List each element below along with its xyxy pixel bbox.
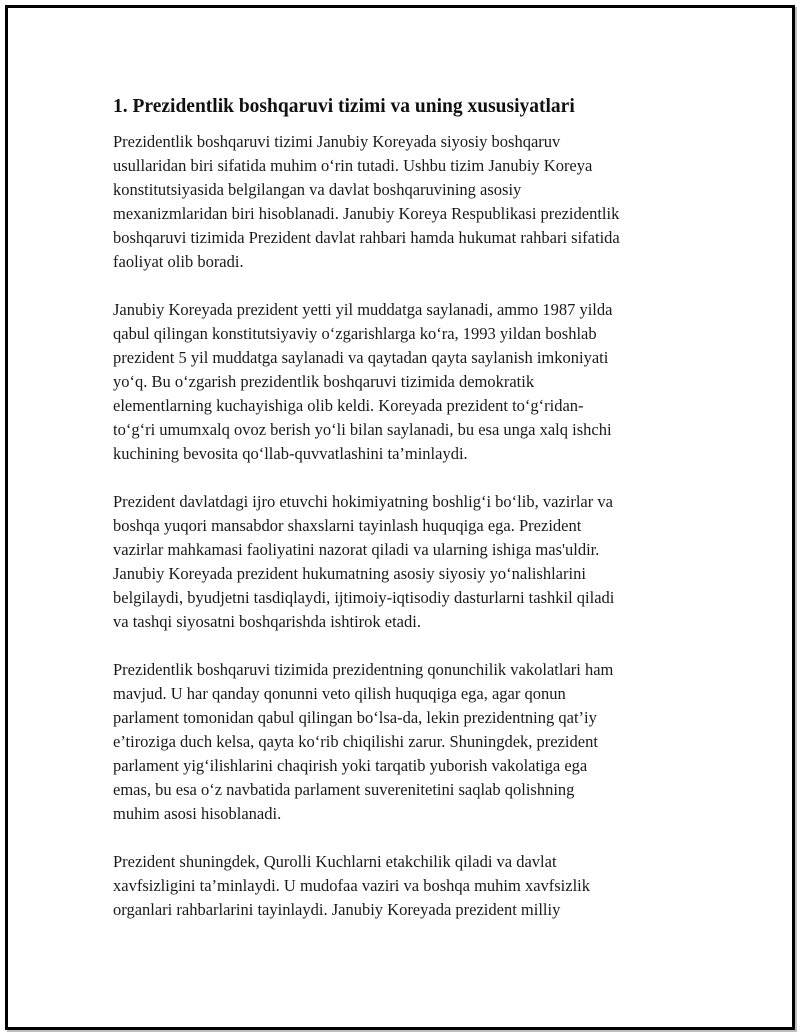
paragraph-line: qabul qilingan konstitutsiyaviy o‘zgarishlarga ko‘ra, 1993 yildan boshlab (113, 324, 597, 343)
paragraph-line: va tashqi siyosatni boshqarishda ishtirok etadi. (113, 612, 421, 631)
paragraph-line: emas, bu esa o‘z navbatida parlament suverenitetini saqlab qolishning (113, 780, 575, 799)
paragraph-1 (113, 130, 693, 274)
paragraph-line: xavfsizligini ta’minlaydi. U mudofaa vaziri va boshqa muhim xavfsizlik (113, 876, 591, 895)
paragraph-line: to‘g‘ri umumxalq ovoz berish yo‘li bilan saylanadi, bu esa unga xalq ishchi (113, 420, 612, 439)
paragraph-line: Janubiy Koreyada prezident yetti yil muddatga saylanadi, ammo 1987 yilda (113, 300, 613, 319)
paragraph-line: parlament tomonidan qabul qilingan bo‘lsa-da, lekin prezidentning qat’iy (113, 708, 597, 727)
paragraph-line: belgilaydi, byudjetni tasdiqlaydi, ijtimoiy-iqtisodiy dasturlarni tashkil qiladi (113, 588, 615, 607)
paragraph-line: Prezident davlatdagi ijro etuvchi hokimiyatning boshlig‘i bo‘lib, vazirlar va (113, 492, 613, 511)
paragraph-line: usullaridan biri sifatida muhim o‘rin tutadi. Ushbu tizim Janubiy Koreya (113, 156, 593, 175)
paragraph-line: Prezidentlik boshqaruvi tizimida prezidentning qonunchilik vakolatlari ham (113, 660, 614, 679)
paragraph-line: prezident 5 yil muddatga saylanadi va qaytadan qayta saylanish imkoniyati (113, 348, 609, 367)
paragraph-2 (113, 298, 693, 466)
paragraph-5 (113, 850, 693, 922)
paragraph-line: muhim asosi hisoblanadi. (113, 804, 282, 823)
paragraph-3 (113, 490, 693, 634)
paragraph-line: Prezident shuningdek, Qurolli Kuchlarni etakchilik qiladi va davlat (113, 852, 557, 871)
paragraph-4 (113, 658, 693, 826)
paragraph-line: boshqaruvi tizimida Prezident davlat rahbari hamda hukumat rahbari sifatida (113, 228, 620, 247)
section-heading: 1. Prezidentlik boshqaruvi tizimi va uning xususiyatlari (113, 96, 575, 117)
paragraph-line: parlament yig‘ilishlarini chaqirish yoki tarqatib yuborish vakolatiga ega (113, 756, 588, 775)
paragraph-line: vazirlar mahkamasi faoliyatini nazorat qiladi va ularning ishiga mas'uldir. (113, 540, 600, 559)
paragraph-line: e’tiroziga duch kelsa, qayta ko‘rib chiqilishi zarur. Shuningdek, prezident (113, 732, 598, 751)
paragraph-line: kuchining bevosita qo‘llab-quvvatlashini ta’minlaydi. (113, 444, 468, 463)
paragraph-line: faoliyat olib boradi. (113, 252, 244, 271)
paragraph-line: mavjud. U har qanday qonunni veto qilish huquqiga ega, agar qonun (113, 684, 566, 703)
paragraph-line: boshqa yuqori mansabdor shaxslarni tayinlash huquqiga ega. Prezident (113, 516, 582, 535)
paragraph-line: yo‘q. Bu o‘zgarish prezidentlik boshqaruvi tizimida demokratik (113, 372, 535, 391)
paragraph-line: Janubiy Koreyada prezident hukumatning asosiy siyosiy yo‘nalishlarini (113, 564, 586, 583)
document-body (113, 94, 693, 946)
paragraph-line: Prezidentlik boshqaruvi tizimi Janubiy Koreyada siyosiy boshqaruv (113, 132, 561, 151)
paragraph-line: konstitutsiyasida belgilangan va davlat boshqaruvining asosiy (113, 180, 522, 199)
paragraph-line: elementlarning kuchayishiga olib keldi. Koreyada prezident to‘g‘ridan- (113, 396, 584, 415)
paragraph-line: organlari rahbarlarini tayinlaydi. Janubiy Koreyada prezident milliy (113, 900, 561, 919)
paragraph-line: mexanizmlaridan biri hisoblanadi. Janubiy Koreya Respublikasi prezidentlik (113, 204, 620, 223)
